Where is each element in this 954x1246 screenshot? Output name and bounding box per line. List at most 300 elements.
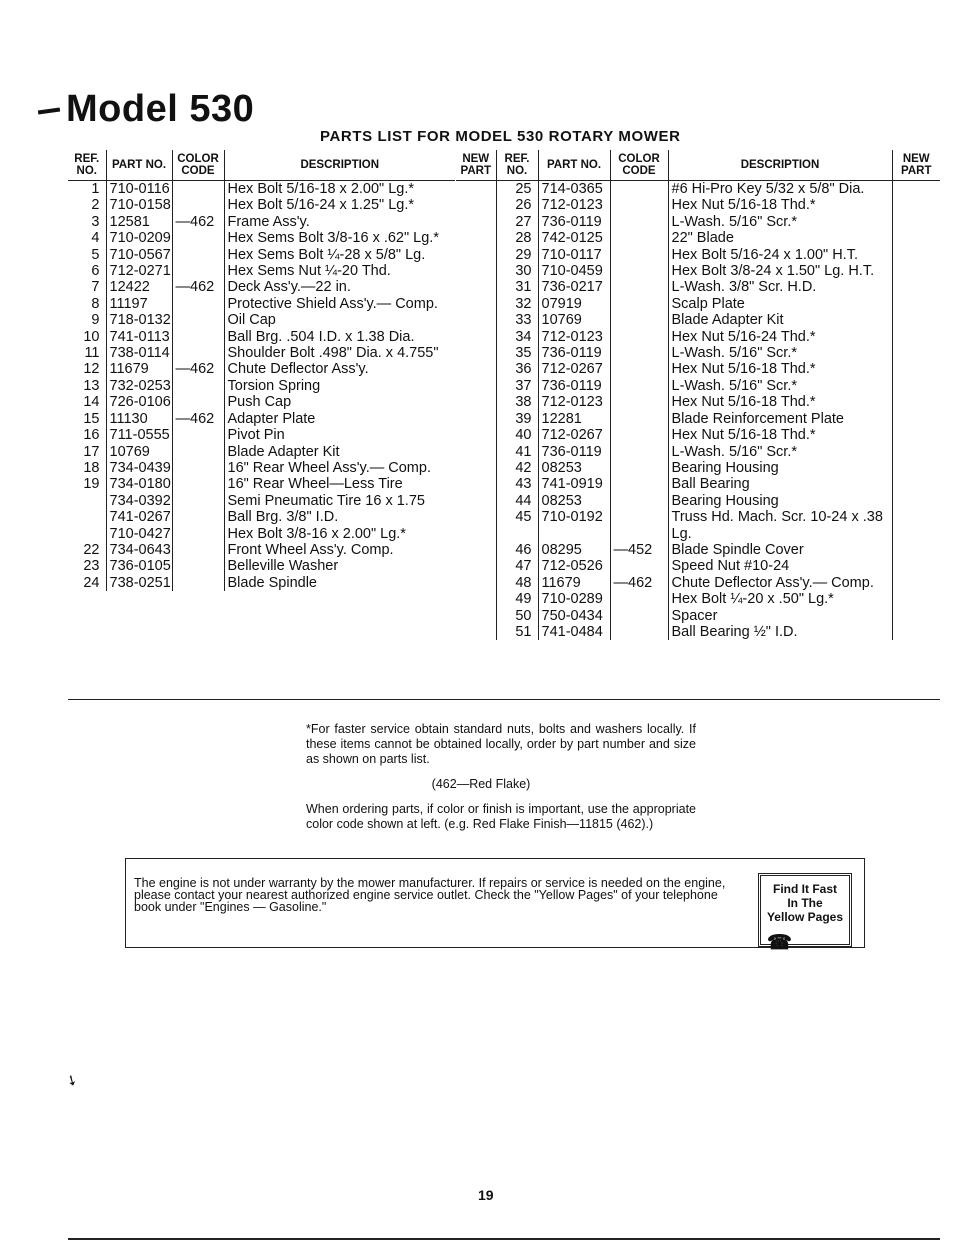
- description-cell: Hex Nut 5/16-18 Thd.*: [668, 197, 892, 213]
- table-row: [68, 197, 455, 213]
- part-no-cell: 741-0113: [106, 329, 172, 345]
- table-row: [456, 279, 940, 295]
- color-code-cell: [610, 509, 668, 542]
- ref-cell: 6: [91, 263, 100, 280]
- description-cell: Push Cap: [224, 394, 455, 410]
- description-cell: Belleville Washer: [224, 558, 455, 574]
- color-code-cell: [610, 263, 668, 279]
- description-cell: 16" Rear Wheel Ass'y.— Comp.: [224, 460, 455, 476]
- description-cell: Semi Pneumatic Tire 16 x 1.75: [224, 493, 455, 509]
- new-part-cell: [892, 509, 940, 542]
- description-cell: L-Wash. 3/8" Scr. H.D.: [668, 279, 892, 295]
- color-code-cell: [610, 444, 668, 460]
- new-part-cell: [892, 575, 940, 591]
- description-cell: Blade Adapter Kit: [668, 312, 892, 328]
- description-cell: Deck Ass'y.—22 in.: [224, 279, 455, 295]
- table-row: [456, 247, 940, 263]
- color-code-cell: —462: [172, 214, 224, 230]
- new-part-cell: [892, 411, 940, 427]
- new-part-cell: [892, 608, 940, 624]
- description-cell: Hex Nut 5/16-18 Thd.*: [668, 394, 892, 410]
- description-cell: L-Wash. 5/16" Scr.*: [668, 444, 892, 460]
- ref-cell: 50: [496, 608, 538, 624]
- color-code-cell: [610, 394, 668, 410]
- color-code-cell: [610, 558, 668, 574]
- part-no-cell: 718-0132: [106, 312, 172, 328]
- new-part-cell: [892, 329, 940, 345]
- ref-cell: 46: [496, 542, 538, 558]
- part-no-cell: 710-0158: [106, 197, 172, 213]
- table-row: [456, 263, 940, 279]
- ref-cell: 4: [91, 230, 100, 247]
- color-code-cell: [610, 624, 668, 640]
- table-row: [456, 329, 940, 345]
- ref-cell: 48: [496, 575, 538, 591]
- new-part-cell: [456, 509, 496, 542]
- new-part-cell: [892, 493, 940, 509]
- telephone-icon: ☎: [767, 932, 792, 954]
- ref-cell: 8: [91, 295, 100, 312]
- table-row: [68, 394, 455, 410]
- part-no-cell: 738-0251: [106, 575, 172, 591]
- new-part-cell: [456, 575, 496, 591]
- ref-cell: 34: [496, 329, 538, 345]
- new-part-cell: [892, 427, 940, 443]
- description-cell: Hex Nut 5/16-18 Thd.*: [668, 361, 892, 377]
- ref-cell: 13: [83, 377, 100, 394]
- new-part-cell: [456, 624, 496, 640]
- new-part-cell: [892, 197, 940, 213]
- part-no-cell: 12581: [106, 214, 172, 230]
- new-part-cell: [892, 460, 940, 476]
- ref-cell: 35: [496, 345, 538, 361]
- new-part-cell: [456, 247, 496, 263]
- header-description: DESCRIPTION: [224, 150, 455, 181]
- footer-rule: [68, 1238, 940, 1240]
- part-no-cell: 712-0271: [106, 263, 172, 279]
- new-part-cell: [456, 214, 496, 230]
- description-cell: Blade Spindle: [224, 575, 455, 591]
- new-part-cell: [456, 345, 496, 361]
- description-cell: Bearing Housing: [668, 493, 892, 509]
- color-code-cell: [172, 329, 224, 345]
- color-code-cell: [172, 394, 224, 410]
- description-cell: Scalp Plate: [668, 296, 892, 312]
- color-code-cell: [610, 493, 668, 509]
- ref-cell: 29: [496, 247, 538, 263]
- part-no-cell: 736-0105: [106, 558, 172, 574]
- part-no-cell: 736-0119: [538, 378, 610, 394]
- right-rows: [456, 181, 940, 641]
- ref-cell: 7: [91, 279, 100, 296]
- new-part-cell: [456, 608, 496, 624]
- table-row: [456, 460, 940, 476]
- description-cell: Speed Nut #10-24: [668, 558, 892, 574]
- description-cell: Hex Sems Bolt ¼-28 x 5/8" Lg.: [224, 247, 455, 263]
- color-code-cell: [610, 230, 668, 246]
- table-row: [68, 279, 455, 295]
- color-code-cell: [610, 378, 668, 394]
- ref-cell: 42: [496, 460, 538, 476]
- color-code-cell: [172, 247, 224, 263]
- part-no-cell: 736-0119: [538, 214, 610, 230]
- color-code-cell: [172, 558, 224, 574]
- description-cell: Bearing Housing: [668, 460, 892, 476]
- color-code-cell: [172, 444, 224, 460]
- part-no-cell: 710-0209: [106, 230, 172, 246]
- table-row: [456, 542, 940, 558]
- part-no-cell: 736-0217: [538, 279, 610, 295]
- standard-parts-note: *For faster service obtain standard nuts, bolts and washers locally. If these items cannot be obtained locally, order by part number and size as shown on parts list.: [306, 722, 696, 766]
- ref-cell: 17: [83, 443, 100, 460]
- ref-cell: 51: [496, 624, 538, 640]
- header-description-2: DESCRIPTION: [668, 150, 892, 181]
- ref-cell: 1: [91, 181, 100, 197]
- new-part-cell: [456, 460, 496, 476]
- table-bottom-rule: [68, 699, 940, 700]
- description-cell: Hex Sems Bolt 3/8-16 x .62" Lg.*: [224, 230, 455, 246]
- yellow-pages-line-3: Yellow Pages: [766, 910, 844, 924]
- table-row: [68, 296, 455, 312]
- ref-cell: 32: [496, 296, 538, 312]
- new-part-cell: [456, 230, 496, 246]
- description-cell: Chute Deflector Ass'y.: [224, 361, 455, 377]
- table-row: [68, 493, 455, 509]
- part-no-cell: 734-0180: [106, 476, 172, 492]
- part-no-cell: 710-0459: [538, 263, 610, 279]
- description-cell: 16" Rear Wheel—Less Tire: [224, 476, 455, 492]
- header-ref-no: REF. NO.: [68, 150, 106, 181]
- ref-cell: 10: [83, 328, 100, 345]
- notes: [306, 722, 696, 842]
- description-cell: Hex Bolt 3/8-16 x 2.00" Lg.*: [224, 526, 455, 542]
- part-no-cell: 710-0289: [538, 591, 610, 607]
- table-row: [456, 624, 940, 640]
- new-part-cell: [892, 296, 940, 312]
- table-row: [68, 247, 455, 263]
- table-row: [456, 230, 940, 246]
- new-part-cell: [456, 476, 496, 492]
- color-code-cell: [610, 312, 668, 328]
- left-rows: [68, 181, 455, 592]
- ref-cell: 30: [496, 263, 538, 279]
- new-part-cell: [456, 279, 496, 295]
- part-no-cell: 12422: [106, 279, 172, 295]
- color-code-cell: [610, 296, 668, 312]
- description-cell: Hex Sems Nut ¼-20 Thd.: [224, 263, 455, 279]
- ref-cell: 25: [496, 181, 538, 198]
- title-text: Model 530: [66, 88, 255, 130]
- table-row: [456, 493, 940, 509]
- color-code-cell: [172, 509, 224, 525]
- new-part-cell: [892, 345, 940, 361]
- ref-cell: 47: [496, 558, 538, 574]
- new-part-cell: [892, 624, 940, 640]
- color-code-cell: [172, 197, 224, 213]
- table-row: [68, 509, 455, 525]
- part-no-cell: 736-0119: [538, 345, 610, 361]
- table-row: [456, 509, 940, 542]
- part-no-cell: 712-0123: [538, 394, 610, 410]
- parts-table-left: [68, 150, 455, 591]
- part-no-cell: 732-0253: [106, 378, 172, 394]
- description-cell: Blade Adapter Kit: [224, 444, 455, 460]
- description-cell: Hex Bolt 5/16-18 x 2.00" Lg.*: [224, 181, 455, 198]
- part-no-cell: 710-0116: [106, 181, 172, 198]
- header-part-no-2: PART NO.: [538, 150, 610, 181]
- new-part-cell: [456, 558, 496, 574]
- description-cell: Shoulder Bolt .498" Dia. x 4.755": [224, 345, 455, 361]
- table-row: [456, 476, 940, 492]
- new-part-cell: [456, 361, 496, 377]
- color-code-cell: [172, 460, 224, 476]
- description-cell: Ball Bearing ½" I.D.: [668, 624, 892, 640]
- new-part-cell: [892, 279, 940, 295]
- color-code-cell: [172, 427, 224, 443]
- dash-mark: [38, 107, 60, 114]
- ref-cell: 49: [496, 591, 538, 607]
- color-code-cell: [172, 378, 224, 394]
- color-code-cell: —452: [610, 542, 668, 558]
- color-code-cell: [610, 329, 668, 345]
- color-code-cell: [610, 411, 668, 427]
- part-no-cell: 741-0919: [538, 476, 610, 492]
- description-cell: Torsion Spring: [224, 378, 455, 394]
- color-code-cell: [172, 542, 224, 558]
- table-row: [68, 558, 455, 574]
- ref-cell: 19: [83, 476, 100, 493]
- ref-cell: 31: [496, 279, 538, 295]
- color-ordering-note: When ordering parts, if color or finish is important, use the appropriate color code shown at left. (e.g. Red Flake Finish—11815 (462).): [306, 802, 696, 831]
- table-row: [68, 345, 455, 361]
- ref-cell: 38: [496, 394, 538, 410]
- part-no-cell: 712-0526: [538, 558, 610, 574]
- color-code-cell: —462: [172, 279, 224, 295]
- part-no-cell: 08295: [538, 542, 610, 558]
- color-code-cell: [172, 476, 224, 492]
- header-new-part: NEW PART: [456, 150, 496, 181]
- new-part-cell: [892, 230, 940, 246]
- yellow-pages-logo: [758, 873, 852, 954]
- part-no-cell: 11197: [106, 296, 172, 312]
- ref-cell: 5: [91, 246, 100, 263]
- color-code-cell: [172, 296, 224, 312]
- new-part-cell: [456, 411, 496, 427]
- new-part-cell: [892, 591, 940, 607]
- part-no-cell: 741-0267: [106, 509, 172, 525]
- new-part-cell: [456, 493, 496, 509]
- description-cell: Front Wheel Ass'y. Comp.: [224, 542, 455, 558]
- new-part-cell: [892, 214, 940, 230]
- table-row: [456, 411, 940, 427]
- table-row: [68, 542, 455, 558]
- color-code-cell: [172, 181, 224, 198]
- part-no-cell: 710-0192: [538, 509, 610, 542]
- ref-cell: 41: [496, 444, 538, 460]
- page-number: 19: [478, 1187, 494, 1203]
- description-cell: Ball Bearing: [668, 476, 892, 492]
- color-code-cell: [172, 345, 224, 361]
- description-cell: #6 Hi-Pro Key 5/32 x 5/8" Dia.: [668, 181, 892, 198]
- new-part-cell: [456, 329, 496, 345]
- table-row: [68, 427, 455, 443]
- part-no-cell: 712-0267: [538, 427, 610, 443]
- part-no-cell: 742-0125: [538, 230, 610, 246]
- table-row: [456, 608, 940, 624]
- new-part-cell: [892, 476, 940, 492]
- description-cell: Protective Shield Ass'y.— Comp.: [224, 296, 455, 312]
- description-cell: L-Wash. 5/16" Scr.*: [668, 378, 892, 394]
- new-part-cell: [892, 558, 940, 574]
- part-no-cell: 712-0123: [538, 329, 610, 345]
- new-part-cell: [456, 427, 496, 443]
- description-cell: Hex Bolt 3/8-24 x 1.50" Lg. H.T.: [668, 263, 892, 279]
- description-cell: Hex Bolt 5/16-24 x 1.25" Lg.*: [224, 197, 455, 213]
- part-no-cell: 11679: [106, 361, 172, 377]
- part-no-cell: 738-0114: [106, 345, 172, 361]
- description-cell: Hex Bolt ¼-20 x .50" Lg.*: [668, 591, 892, 607]
- parts-table-right: [456, 150, 940, 640]
- new-part-cell: [892, 378, 940, 394]
- ref-cell: 40: [496, 427, 538, 443]
- color-code-cell: [610, 247, 668, 263]
- part-no-cell: 10769: [106, 444, 172, 460]
- part-no-cell: 712-0267: [538, 361, 610, 377]
- color-code-cell: —462: [172, 361, 224, 377]
- table-row: [456, 444, 940, 460]
- color-code-cell: [610, 460, 668, 476]
- table-row: [68, 312, 455, 328]
- color-code-cell: —462: [610, 575, 668, 591]
- table-row: [456, 296, 940, 312]
- table-row: [68, 575, 455, 591]
- new-part-cell: [456, 197, 496, 213]
- table-row: [68, 460, 455, 476]
- new-part-cell: [456, 312, 496, 328]
- description-cell: Oil Cap: [224, 312, 455, 328]
- new-part-cell: [892, 247, 940, 263]
- part-no-cell: 07919: [538, 296, 610, 312]
- ref-cell: [68, 509, 106, 525]
- description-cell: Truss Hd. Mach. Scr. 10-24 x .38 Lg.: [668, 509, 892, 542]
- color-code-cell: [610, 476, 668, 492]
- color-code-cell: [610, 214, 668, 230]
- ref-cell: 43: [496, 476, 538, 492]
- part-no-cell: 10769: [538, 312, 610, 328]
- part-no-cell: 712-0123: [538, 197, 610, 213]
- description-cell: Ball Brg. 3/8" I.D.: [224, 509, 455, 525]
- description-cell: L-Wash. 5/16" Scr.*: [668, 214, 892, 230]
- engine-warranty-box: [125, 858, 865, 954]
- new-part-cell: [892, 444, 940, 460]
- description-cell: Blade Reinforcement Plate: [668, 411, 892, 427]
- header-color-code-2: COLOR CODE: [610, 150, 668, 181]
- header-color-code: COLOR CODE: [172, 150, 224, 181]
- ref-cell: 22: [83, 541, 100, 558]
- part-no-cell: 12281: [538, 411, 610, 427]
- color-code-cell: [172, 312, 224, 328]
- description-cell: Blade Spindle Cover: [668, 542, 892, 558]
- ref-cell: 11: [84, 345, 100, 362]
- ref-cell: 27: [496, 214, 538, 230]
- new-part-cell: [456, 263, 496, 279]
- table-row: [456, 394, 940, 410]
- table-row: [456, 181, 940, 198]
- new-part-cell: [892, 263, 940, 279]
- ref-cell: 26: [496, 197, 538, 213]
- ref-cell: 14: [83, 394, 100, 411]
- new-part-cell: [892, 542, 940, 558]
- header-ref-no-2: REF. NO.: [496, 150, 538, 181]
- color-code-cell: [610, 345, 668, 361]
- new-part-cell: [892, 312, 940, 328]
- color-code-cell: [610, 279, 668, 295]
- table-row: [68, 526, 455, 542]
- table-row: [456, 312, 940, 328]
- table-row: [68, 476, 455, 492]
- color-legend: (462—Red Flake): [431, 777, 531, 791]
- ref-cell: 23: [83, 558, 100, 575]
- part-no-cell: 734-0439: [106, 460, 172, 476]
- new-part-cell: [456, 542, 496, 558]
- description-cell: Frame Ass'y.: [224, 214, 455, 230]
- ref-cell: 39: [496, 411, 538, 427]
- color-code-cell: [172, 493, 224, 509]
- table-row: [68, 378, 455, 394]
- description-cell: L-Wash. 5/16" Scr.*: [668, 345, 892, 361]
- ref-cell: 28: [496, 230, 538, 246]
- ref-cell: 45: [496, 509, 538, 542]
- part-no-cell: 750-0434: [538, 608, 610, 624]
- color-code-cell: —462: [172, 411, 224, 427]
- part-no-cell: 11679: [538, 575, 610, 591]
- table-row: [68, 181, 455, 198]
- corner-mark-icon: ➘: [63, 1070, 82, 1090]
- table-row: [456, 345, 940, 361]
- part-no-cell: 08253: [538, 460, 610, 476]
- table-row: [456, 558, 940, 574]
- table-row: [68, 329, 455, 345]
- header-part-no: PART NO.: [106, 150, 172, 181]
- part-no-cell: 710-0117: [538, 247, 610, 263]
- part-no-cell: 710-0427: [106, 526, 172, 542]
- new-part-cell: [456, 591, 496, 607]
- ref-cell: 2: [91, 197, 100, 214]
- table-row: [456, 361, 940, 377]
- page-title: [38, 88, 254, 131]
- table-row: [68, 361, 455, 377]
- ref-cell: [68, 493, 106, 509]
- color-code-cell: [610, 591, 668, 607]
- part-no-cell: 710-0567: [106, 247, 172, 263]
- part-no-cell: 736-0119: [538, 444, 610, 460]
- part-no-cell: 734-0643: [106, 542, 172, 558]
- description-cell: Chute Deflector Ass'y.— Comp.: [668, 575, 892, 591]
- new-part-cell: [892, 181, 940, 198]
- color-code-cell: [172, 575, 224, 591]
- ref-cell: 18: [83, 459, 100, 476]
- color-code-cell: [610, 181, 668, 198]
- part-no-cell: 714-0365: [538, 181, 610, 198]
- new-part-cell: [456, 378, 496, 394]
- table-row: [68, 263, 455, 279]
- new-part-cell: [456, 394, 496, 410]
- table-row: [68, 214, 455, 230]
- part-no-cell: 11130: [106, 411, 172, 427]
- table-row: [68, 230, 455, 246]
- header-new-part-2: NEW PART: [892, 150, 940, 181]
- table-row: [68, 411, 455, 427]
